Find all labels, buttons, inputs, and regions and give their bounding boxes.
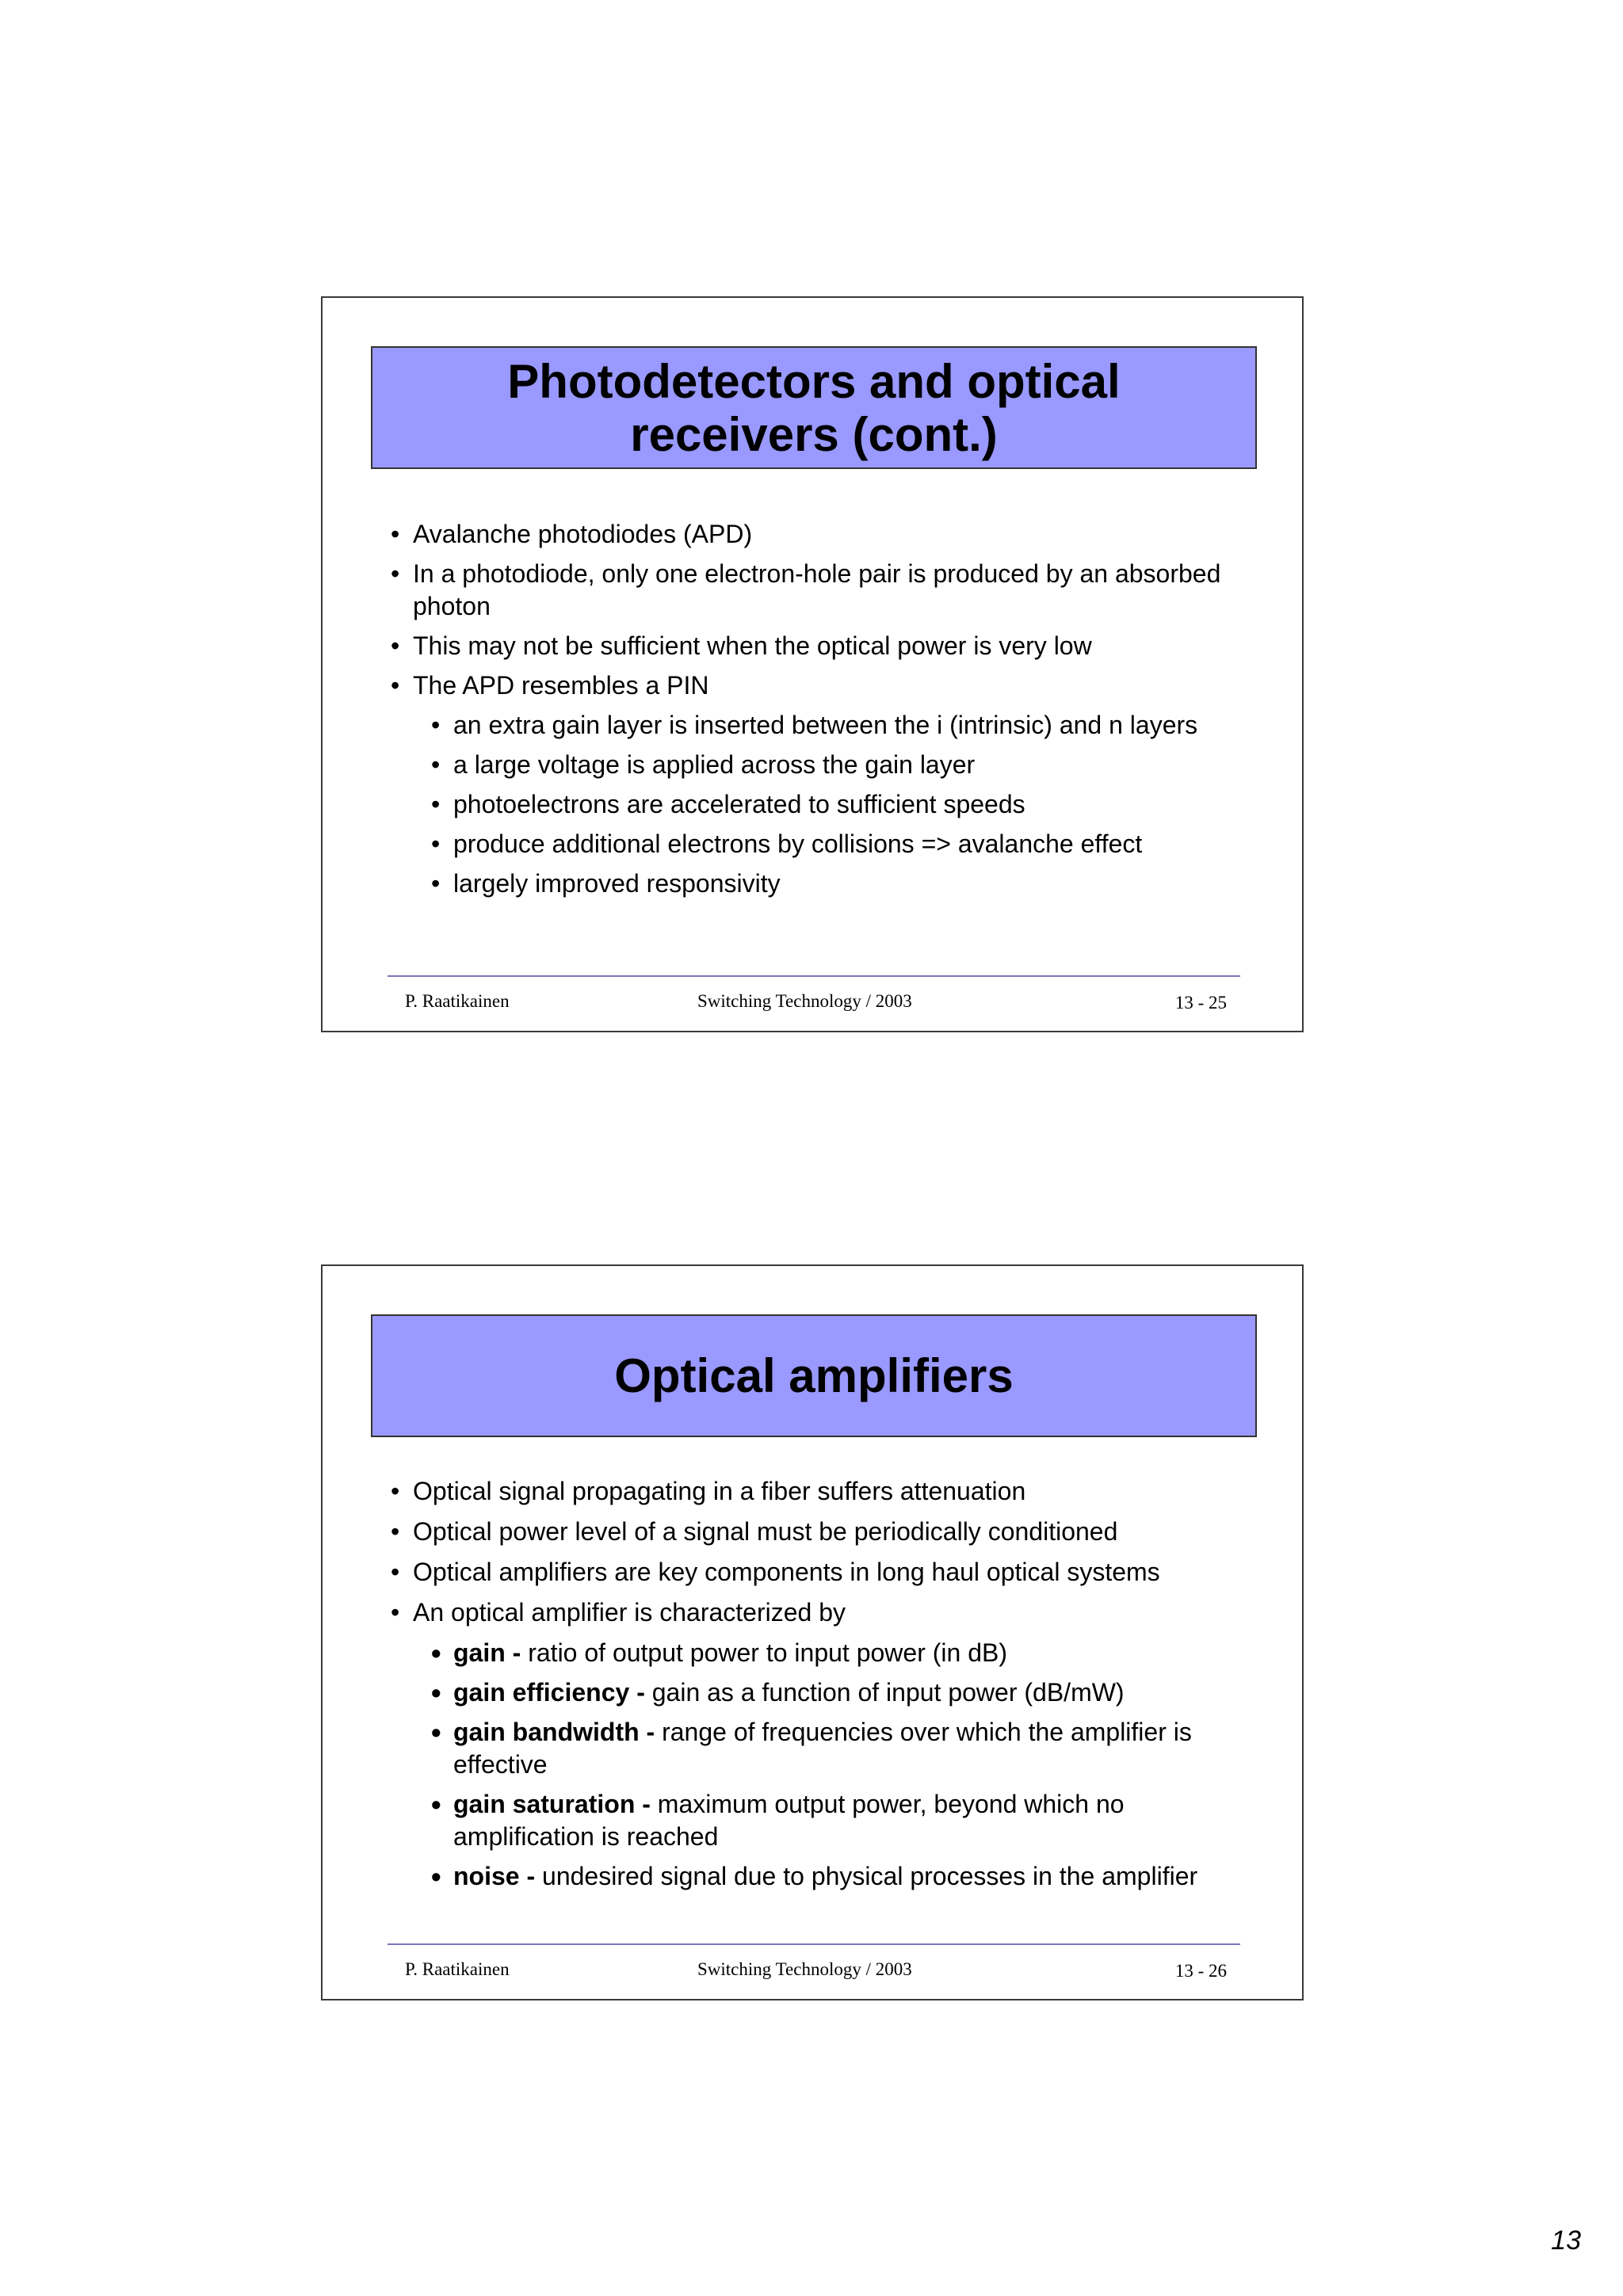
footer-author: P. Raatikainen xyxy=(405,991,510,1011)
term-definition: range of frequencies over which the amplifier is effective xyxy=(453,1718,1192,1779)
sub-bullet-item xyxy=(426,1676,1242,1709)
footer-divider xyxy=(388,1943,1240,1945)
bullet-item: • Optical signal propagating in a fiber suffers attenuation xyxy=(386,1475,1242,1508)
term-label: gain - xyxy=(453,1638,521,1667)
slide-title-box xyxy=(371,1314,1257,1437)
bullet-item: • The APD resembles a PIN xyxy=(386,669,1242,702)
sub-bullet-item: • a large voltage is applied across the gain layer xyxy=(426,749,1242,781)
term-label: gain bandwidth - xyxy=(453,1718,655,1746)
footer-slide-number: 13 - 26 xyxy=(1174,1961,1227,1981)
bullet-item: • In a photodiode, only one electron-hole pair is produced by an absorbed photon xyxy=(386,558,1242,623)
footer-course: Switching Technology / 2003 xyxy=(697,1959,912,1979)
footer-divider xyxy=(388,975,1240,977)
bullet-list xyxy=(386,518,1242,907)
term-definition: undesired signal due to physical processes in the amplifier xyxy=(535,1862,1198,1890)
term-definition: maximum output power, beyond which no amplification is reached xyxy=(453,1790,1125,1851)
bullet-list xyxy=(386,1475,1242,1900)
sub-bullet-item: • largely improved responsivity xyxy=(426,868,1242,900)
footer-slide-number: 13 - 25 xyxy=(1174,993,1227,1013)
term-definition: ratio of output power to input power (in dB) xyxy=(521,1638,1007,1667)
footer-author: P. Raatikainen xyxy=(405,1959,510,1979)
bullet-item: • Optical power level of a signal must be periodically conditioned xyxy=(386,1516,1242,1548)
sub-bullet-item xyxy=(426,1788,1242,1853)
sub-bullet-item: • an extra gain layer is inserted between the i (intrinsic) and n layers xyxy=(426,709,1242,742)
bullet-item: • An optical amplifier is characterized by xyxy=(386,1596,1242,1629)
sub-bullet-item: • photoelectrons are accelerated to sufficient speeds xyxy=(426,788,1242,821)
term-label: noise - xyxy=(453,1862,536,1890)
footer-course: Switching Technology / 2003 xyxy=(697,991,912,1011)
bullet-item: • Avalanche photodiodes (APD) xyxy=(386,518,1242,551)
slide-title-box xyxy=(371,346,1257,469)
slide-13-25 xyxy=(321,296,1304,1032)
sub-bullet-item xyxy=(426,1637,1242,1669)
term-definition: gain as a function of input power (dB/mW) xyxy=(644,1678,1125,1707)
sub-bullet-item xyxy=(426,1860,1242,1893)
bullet-item: • This may not be sufficient when the optical power is very low xyxy=(386,630,1242,662)
term-label: gain saturation - xyxy=(453,1790,651,1818)
term-label: gain efficiency - xyxy=(453,1678,645,1707)
page-number: 13 xyxy=(1551,2225,1581,2256)
sub-bullet-item: • produce additional electrons by collisions => avalanche effect xyxy=(426,828,1242,860)
bullet-item: • Optical amplifiers are key components in long haul optical systems xyxy=(386,1556,1242,1589)
slide-13-26 xyxy=(321,1264,1304,2000)
slide-title: Photodetectors and optical receivers (cont.) xyxy=(507,354,1121,461)
sub-bullet-item xyxy=(426,1716,1242,1781)
slide-title: Optical amplifiers xyxy=(614,1349,1014,1402)
